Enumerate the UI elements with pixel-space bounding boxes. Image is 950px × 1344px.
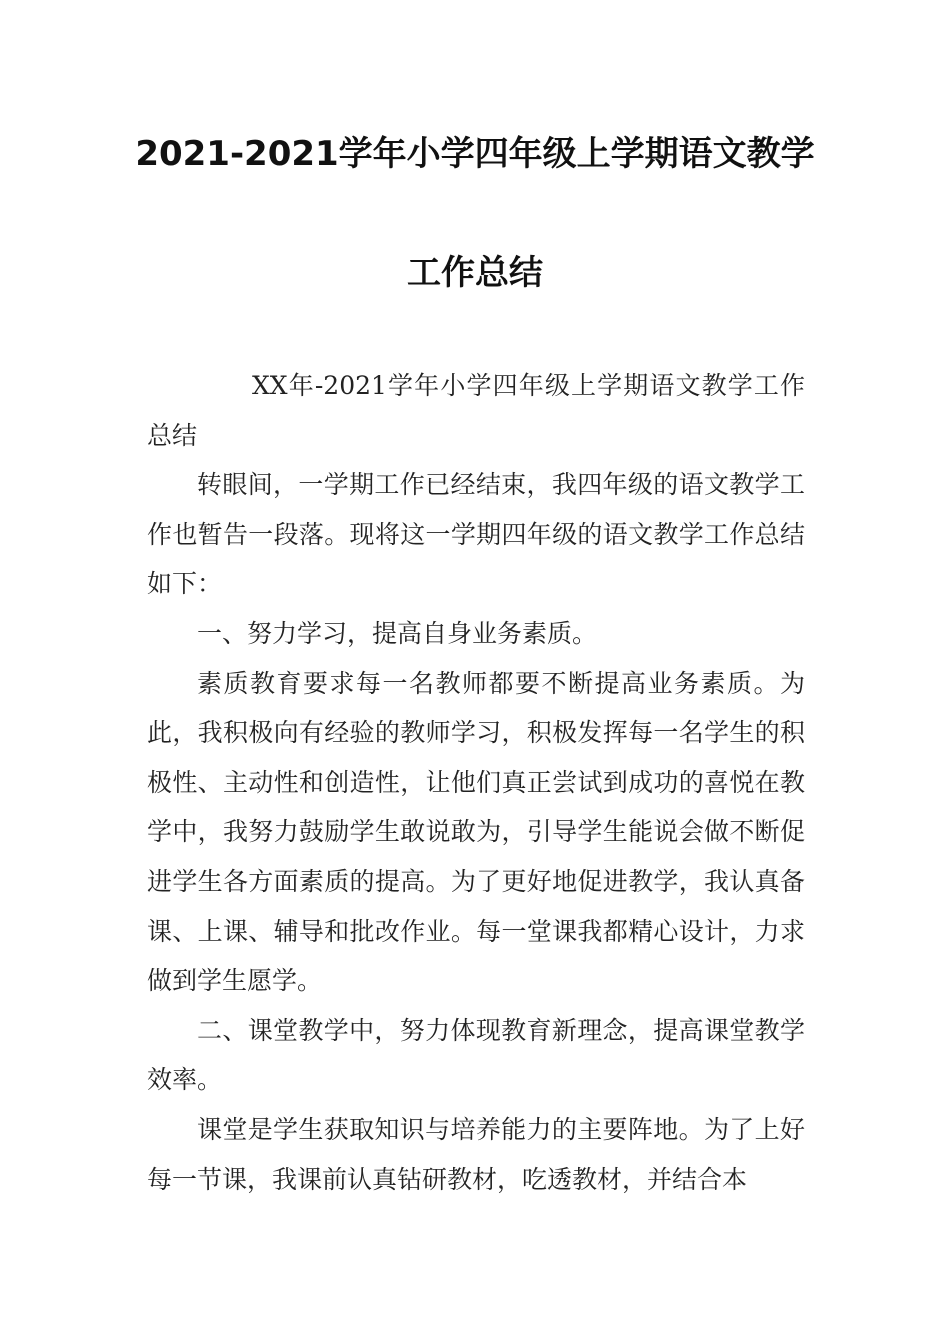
paragraph-section-1: 素质教育要求每一名教师都要不断提高业务素质。为此，我积极向有经验的教师学习，积极发挥每一名学生的积极性、主动性和创造性，让他们真正尝试到成功的喜悦在教学中，我努力鼓励学生敢说敢为，引导学生能说会做不断促进学生各方面素质的提高。为了更好地促进教学，我认真备课、上课、辅导和批改作业。每一堂课我都精心设计，力求做到学生愿学。: [147, 668, 805, 996]
paragraph-heading-repeat: XX年-2021学年小学四年级上学期语文教学工作总结: [147, 371, 805, 450]
document-title-line-1: 2021-2021学年小学四年级上学期语文教学: [135, 134, 815, 174]
paragraph-intro: 转眼间，一学期工作已经结束，我四年级的语文教学工作也暂告一段落。现将这一学期四年级的语文教学工作总结如下：: [147, 470, 805, 599]
section-heading-2: 二、课堂教学中，努力体现教育新理念，提高课堂教学效率。: [147, 1015, 805, 1095]
document-title-line-2: 工作总结: [407, 253, 543, 293]
document-body: [147, 361, 805, 1204]
paragraph-section-2: 课堂是学生获取知识与培养能力的主要阵地。为了上好每一节课，我课前认真钻研教材，吃透教材，并结合本: [147, 1114, 805, 1194]
section-heading-1: 一、努力学习，提高自身业务素质。: [197, 618, 598, 648]
